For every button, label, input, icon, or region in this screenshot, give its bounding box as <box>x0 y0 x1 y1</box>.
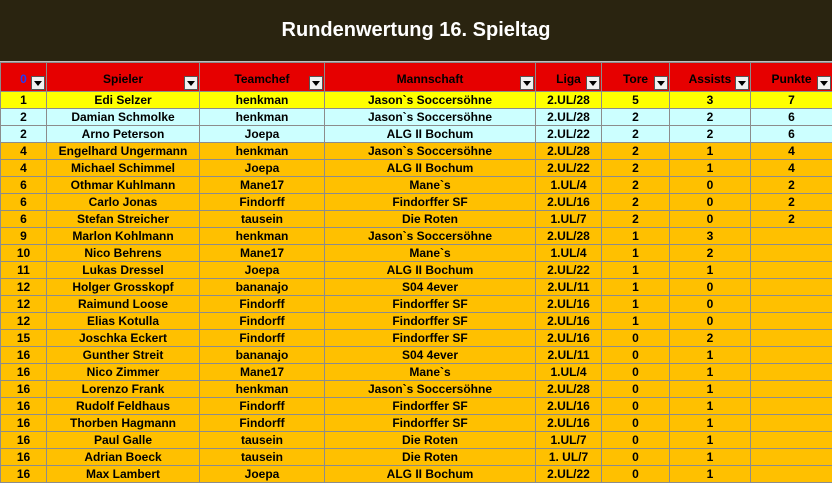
cell-tore[interactable]: 0 <box>602 347 670 364</box>
cell-rank[interactable]: 2 <box>1 126 47 143</box>
cell-teamchef[interactable]: Findorff <box>200 330 325 347</box>
cell-mannschaft[interactable]: ALG II Bochum <box>325 262 536 279</box>
cell-teamchef[interactable]: Mane17 <box>200 364 325 381</box>
table-row <box>1 160 832 177</box>
cell-assists[interactable]: 1 <box>670 415 751 432</box>
cell-mannschaft[interactable]: Findorffer SF <box>325 330 536 347</box>
cell-assists[interactable]: 0 <box>670 177 751 194</box>
cell-teamchef[interactable]: Joepa <box>200 126 325 143</box>
cell-spieler[interactable]: Adrian Boeck <box>47 449 200 466</box>
column-label: Liga <box>556 72 581 86</box>
page-title <box>0 0 832 62</box>
filter-dropdown-icon[interactable] <box>520 76 534 90</box>
table-row <box>1 432 832 449</box>
cell-liga[interactable]: 2.UL/11 <box>536 279 602 296</box>
table-row <box>1 262 832 279</box>
cell-assists[interactable]: 1 <box>670 398 751 415</box>
cell-spieler[interactable]: Lukas Dressel <box>47 262 200 279</box>
cell-spieler[interactable]: Stefan Streicher <box>47 211 200 228</box>
filter-dropdown-icon[interactable] <box>309 76 323 90</box>
cell-mannschaft[interactable]: Jason`s Soccersöhne <box>325 228 536 245</box>
table-row <box>1 313 832 330</box>
cell-spieler[interactable]: Engelhard Ungermann <box>47 143 200 160</box>
cell-liga[interactable]: 1.UL/7 <box>536 432 602 449</box>
cell-liga[interactable]: 2.UL/28 <box>536 109 602 126</box>
cell-tore[interactable]: 0 <box>602 432 670 449</box>
cell-teamchef[interactable]: Joepa <box>200 466 325 483</box>
table-row <box>1 92 832 109</box>
cell-rank[interactable]: 16 <box>1 415 47 432</box>
cell-spieler[interactable]: Michael Schimmel <box>47 160 200 177</box>
ranking-table <box>0 62 832 483</box>
cell-assists[interactable]: 0 <box>670 211 751 228</box>
cell-punkte[interactable] <box>751 347 832 364</box>
cell-assists[interactable]: 3 <box>670 92 751 109</box>
cell-tore[interactable]: 2 <box>602 194 670 211</box>
filter-dropdown-icon[interactable] <box>654 76 668 90</box>
column-label: Spieler <box>103 72 143 86</box>
cell-mannschaft[interactable]: Jason`s Soccersöhne <box>325 143 536 160</box>
cell-punkte[interactable] <box>751 228 832 245</box>
filter-dropdown-icon[interactable] <box>184 76 198 90</box>
cell-spieler[interactable]: Joschka Eckert <box>47 330 200 347</box>
cell-assists[interactable]: 0 <box>670 313 751 330</box>
cell-mannschaft[interactable]: Jason`s Soccersöhne <box>325 92 536 109</box>
cell-spieler[interactable]: Thorben Hagmann <box>47 415 200 432</box>
cell-tore[interactable]: 1 <box>602 313 670 330</box>
filter-dropdown-icon[interactable] <box>31 76 45 90</box>
cell-rank[interactable]: 11 <box>1 262 47 279</box>
cell-mannschaft[interactable]: Jason`s Soccersöhne <box>325 109 536 126</box>
cell-liga[interactable]: 2.UL/16 <box>536 330 602 347</box>
table-row <box>1 177 832 194</box>
header-row <box>1 63 832 92</box>
cell-tore[interactable]: 2 <box>602 177 670 194</box>
cell-punkte[interactable]: 4 <box>751 160 832 177</box>
cell-spieler[interactable]: Raimund Loose <box>47 296 200 313</box>
cell-teamchef[interactable]: Findorff <box>200 398 325 415</box>
cell-tore[interactable]: 2 <box>602 160 670 177</box>
cell-rank[interactable]: 12 <box>1 313 47 330</box>
column-label: Punkte <box>771 72 811 86</box>
cell-rank[interactable]: 12 <box>1 296 47 313</box>
cell-spieler[interactable]: Arno Peterson <box>47 126 200 143</box>
cell-mannschaft[interactable]: Mane`s <box>325 245 536 262</box>
cell-mannschaft[interactable]: Die Roten <box>325 449 536 466</box>
cell-rank[interactable]: 4 <box>1 160 47 177</box>
cell-mannschaft[interactable]: Findorffer SF <box>325 296 536 313</box>
cell-spieler[interactable]: Othmar Kuhlmann <box>47 177 200 194</box>
cell-liga[interactable]: 2.UL/28 <box>536 228 602 245</box>
cell-assists[interactable]: 1 <box>670 364 751 381</box>
cell-teamchef[interactable]: Findorff <box>200 415 325 432</box>
table-row <box>1 364 832 381</box>
cell-rank[interactable]: 16 <box>1 432 47 449</box>
cell-punkte[interactable] <box>751 313 832 330</box>
cell-teamchef[interactable]: tausein <box>200 432 325 449</box>
cell-mannschaft[interactable]: Findorffer SF <box>325 398 536 415</box>
cell-rank[interactable]: 6 <box>1 177 47 194</box>
cell-rank[interactable]: 9 <box>1 228 47 245</box>
cell-mannschaft[interactable]: Die Roten <box>325 211 536 228</box>
cell-rank[interactable]: 16 <box>1 398 47 415</box>
cell-mannschaft[interactable]: ALG II Bochum <box>325 466 536 483</box>
cell-teamchef[interactable]: Findorff <box>200 194 325 211</box>
column-label: Teamchef <box>234 72 289 86</box>
cell-liga[interactable]: 1.UL/4 <box>536 364 602 381</box>
cell-punkte[interactable]: 2 <box>751 177 832 194</box>
cell-teamchef[interactable]: henkman <box>200 228 325 245</box>
cell-punkte[interactable]: 4 <box>751 143 832 160</box>
filter-dropdown-icon[interactable] <box>735 76 749 90</box>
column-header-assists <box>670 63 751 92</box>
cell-liga[interactable]: 2.UL/22 <box>536 466 602 483</box>
table-row <box>1 194 832 211</box>
cell-assists[interactable]: 2 <box>670 109 751 126</box>
cell-teamchef[interactable]: bananajo <box>200 347 325 364</box>
column-label: 0 <box>20 72 27 86</box>
cell-liga[interactable]: 2.UL/16 <box>536 415 602 432</box>
cell-mannschaft[interactable]: ALG II Bochum <box>325 126 536 143</box>
cell-assists[interactable]: 1 <box>670 160 751 177</box>
cell-spieler[interactable]: Marlon Kohlmann <box>47 228 200 245</box>
cell-teamchef[interactable]: Mane17 <box>200 177 325 194</box>
cell-teamchef[interactable]: Joepa <box>200 262 325 279</box>
cell-teamchef[interactable]: henkman <box>200 143 325 160</box>
cell-punkte[interactable] <box>751 449 832 466</box>
cell-assists[interactable]: 1 <box>670 432 751 449</box>
cell-tore[interactable]: 1 <box>602 262 670 279</box>
cell-liga[interactable]: 2.UL/16 <box>536 313 602 330</box>
cell-mannschaft[interactable]: Jason`s Soccersöhne <box>325 381 536 398</box>
cell-punkte[interactable] <box>751 381 832 398</box>
cell-punkte[interactable] <box>751 415 832 432</box>
cell-liga[interactable]: 2.UL/16 <box>536 398 602 415</box>
table-row <box>1 381 832 398</box>
cell-punkte[interactable]: 2 <box>751 194 832 211</box>
cell-tore[interactable]: 0 <box>602 330 670 347</box>
cell-spieler[interactable]: Damian Schmolke <box>47 109 200 126</box>
cell-liga[interactable]: 2.UL/28 <box>536 143 602 160</box>
cell-rank[interactable]: 2 <box>1 109 47 126</box>
column-header-spieler <box>47 63 200 92</box>
cell-liga[interactable]: 1. UL/7 <box>536 449 602 466</box>
table-row <box>1 143 832 160</box>
column-label: Assists <box>689 72 732 86</box>
cell-punkte[interactable]: 6 <box>751 109 832 126</box>
table-row <box>1 228 832 245</box>
cell-punkte[interactable]: 2 <box>751 211 832 228</box>
cell-liga[interactable]: 2.UL/28 <box>536 381 602 398</box>
cell-spieler[interactable]: Edi Selzer <box>47 92 200 109</box>
column-header-mannschaft <box>325 63 536 92</box>
table-row <box>1 296 832 313</box>
cell-rank[interactable]: 16 <box>1 449 47 466</box>
cell-teamchef[interactable]: tausein <box>200 211 325 228</box>
cell-liga[interactable]: 2.UL/22 <box>536 262 602 279</box>
page-title-text: Rundenwertung 16. Spieltag <box>282 19 551 42</box>
cell-punkte[interactable] <box>751 466 832 483</box>
cell-rank[interactable]: 10 <box>1 245 47 262</box>
cell-spieler[interactable]: Nico Behrens <box>47 245 200 262</box>
cell-liga[interactable]: 1.UL/4 <box>536 245 602 262</box>
table-row <box>1 279 832 296</box>
cell-mannschaft[interactable]: S04 4ever <box>325 279 536 296</box>
cell-punkte[interactable] <box>751 296 832 313</box>
cell-mannschaft[interactable]: Die Roten <box>325 432 536 449</box>
cell-rank[interactable]: 6 <box>1 211 47 228</box>
cell-liga[interactable]: 2.UL/22 <box>536 160 602 177</box>
cell-teamchef[interactable]: Findorff <box>200 313 325 330</box>
cell-liga[interactable]: 2.UL/16 <box>536 194 602 211</box>
cell-spieler[interactable]: Paul Galle <box>47 432 200 449</box>
cell-tore[interactable]: 5 <box>602 92 670 109</box>
cell-assists[interactable]: 1 <box>670 262 751 279</box>
cell-rank[interactable]: 4 <box>1 143 47 160</box>
table-body <box>1 92 832 483</box>
cell-spieler[interactable]: Lorenzo Frank <box>47 381 200 398</box>
cell-punkte[interactable] <box>751 262 832 279</box>
cell-assists[interactable]: 2 <box>670 126 751 143</box>
cell-punkte[interactable] <box>751 245 832 262</box>
cell-mannschaft[interactable]: ALG II Bochum <box>325 160 536 177</box>
table-row <box>1 415 832 432</box>
cell-assists[interactable]: 0 <box>670 194 751 211</box>
cell-assists[interactable]: 2 <box>670 330 751 347</box>
cell-assists[interactable]: 1 <box>670 347 751 364</box>
cell-assists[interactable]: 0 <box>670 296 751 313</box>
cell-teamchef[interactable]: henkman <box>200 109 325 126</box>
cell-teamchef[interactable]: henkman <box>200 92 325 109</box>
column-label: Mannschaft <box>397 72 464 86</box>
cell-spieler[interactable]: Nico Zimmer <box>47 364 200 381</box>
cell-tore[interactable]: 2 <box>602 143 670 160</box>
cell-mannschaft[interactable]: Findorffer SF <box>325 194 536 211</box>
cell-teamchef[interactable]: bananajo <box>200 279 325 296</box>
cell-assists[interactable]: 1 <box>670 381 751 398</box>
filter-dropdown-icon[interactable] <box>817 76 831 90</box>
cell-punkte[interactable] <box>751 279 832 296</box>
cell-spieler[interactable]: Elias Kotulla <box>47 313 200 330</box>
cell-liga[interactable]: 1.UL/4 <box>536 177 602 194</box>
table-row <box>1 211 832 228</box>
cell-teamchef[interactable]: Joepa <box>200 160 325 177</box>
cell-liga[interactable]: 2.UL/11 <box>536 347 602 364</box>
cell-rank[interactable]: 16 <box>1 347 47 364</box>
column-header-tore <box>602 63 670 92</box>
cell-assists[interactable]: 1 <box>670 449 751 466</box>
table-row <box>1 347 832 364</box>
cell-punkte[interactable]: 6 <box>751 126 832 143</box>
cell-punkte[interactable] <box>751 398 832 415</box>
cell-rank[interactable]: 12 <box>1 279 47 296</box>
cell-assists[interactable]: 1 <box>670 466 751 483</box>
cell-assists[interactable]: 1 <box>670 143 751 160</box>
cell-teamchef[interactable]: Mane17 <box>200 245 325 262</box>
cell-mannschaft[interactable]: S04 4ever <box>325 347 536 364</box>
table-row <box>1 466 832 483</box>
cell-tore[interactable]: 2 <box>602 211 670 228</box>
column-header-punkte <box>751 63 832 92</box>
cell-punkte[interactable] <box>751 330 832 347</box>
cell-tore[interactable]: 2 <box>602 109 670 126</box>
cell-rank[interactable]: 15 <box>1 330 47 347</box>
cell-rank[interactable]: 6 <box>1 194 47 211</box>
cell-tore[interactable]: 1 <box>602 245 670 262</box>
table-row <box>1 330 832 347</box>
cell-rank[interactable]: 1 <box>1 92 47 109</box>
cell-spieler[interactable]: Carlo Jonas <box>47 194 200 211</box>
cell-assists[interactable]: 2 <box>670 245 751 262</box>
column-header-rank <box>1 63 47 92</box>
cell-spieler[interactable]: Rudolf Feldhaus <box>47 398 200 415</box>
cell-tore[interactable]: 0 <box>602 398 670 415</box>
cell-mannschaft[interactable]: Mane`s <box>325 177 536 194</box>
cell-teamchef[interactable]: Findorff <box>200 296 325 313</box>
cell-tore[interactable]: 1 <box>602 228 670 245</box>
column-header-teamchef <box>200 63 325 92</box>
table-row <box>1 126 832 143</box>
cell-rank[interactable]: 16 <box>1 381 47 398</box>
cell-tore[interactable]: 0 <box>602 466 670 483</box>
cell-tore[interactable]: 2 <box>602 126 670 143</box>
cell-tore[interactable]: 1 <box>602 296 670 313</box>
table-row <box>1 398 832 415</box>
filter-dropdown-icon[interactable] <box>586 76 600 90</box>
cell-teamchef[interactable]: tausein <box>200 449 325 466</box>
table-row <box>1 245 832 262</box>
column-header-liga <box>536 63 602 92</box>
cell-rank[interactable]: 16 <box>1 466 47 483</box>
cell-teamchef[interactable]: henkman <box>200 381 325 398</box>
cell-punkte[interactable] <box>751 364 832 381</box>
cell-spieler[interactable]: Max Lambert <box>47 466 200 483</box>
cell-tore[interactable]: 1 <box>602 279 670 296</box>
cell-tore[interactable]: 0 <box>602 364 670 381</box>
cell-rank[interactable]: 16 <box>1 364 47 381</box>
cell-spieler[interactable]: Holger Grosskopf <box>47 279 200 296</box>
cell-liga[interactable]: 2.UL/16 <box>536 296 602 313</box>
cell-assists[interactable]: 0 <box>670 279 751 296</box>
cell-punkte[interactable]: 7 <box>751 92 832 109</box>
table-row <box>1 449 832 466</box>
cell-mannschaft[interactable]: Mane`s <box>325 364 536 381</box>
column-label: Tore <box>623 72 648 86</box>
table-row <box>1 109 832 126</box>
cell-liga[interactable]: 2.UL/28 <box>536 92 602 109</box>
cell-liga[interactable]: 1.UL/7 <box>536 211 602 228</box>
cell-mannschaft[interactable]: Findorffer SF <box>325 313 536 330</box>
cell-punkte[interactable] <box>751 432 832 449</box>
cell-liga[interactable]: 2.UL/22 <box>536 126 602 143</box>
cell-spieler[interactable]: Gunther Streit <box>47 347 200 364</box>
cell-tore[interactable]: 0 <box>602 381 670 398</box>
cell-assists[interactable]: 3 <box>670 228 751 245</box>
cell-tore[interactable]: 0 <box>602 449 670 466</box>
cell-tore[interactable]: 0 <box>602 415 670 432</box>
cell-mannschaft[interactable]: Findorffer SF <box>325 415 536 432</box>
